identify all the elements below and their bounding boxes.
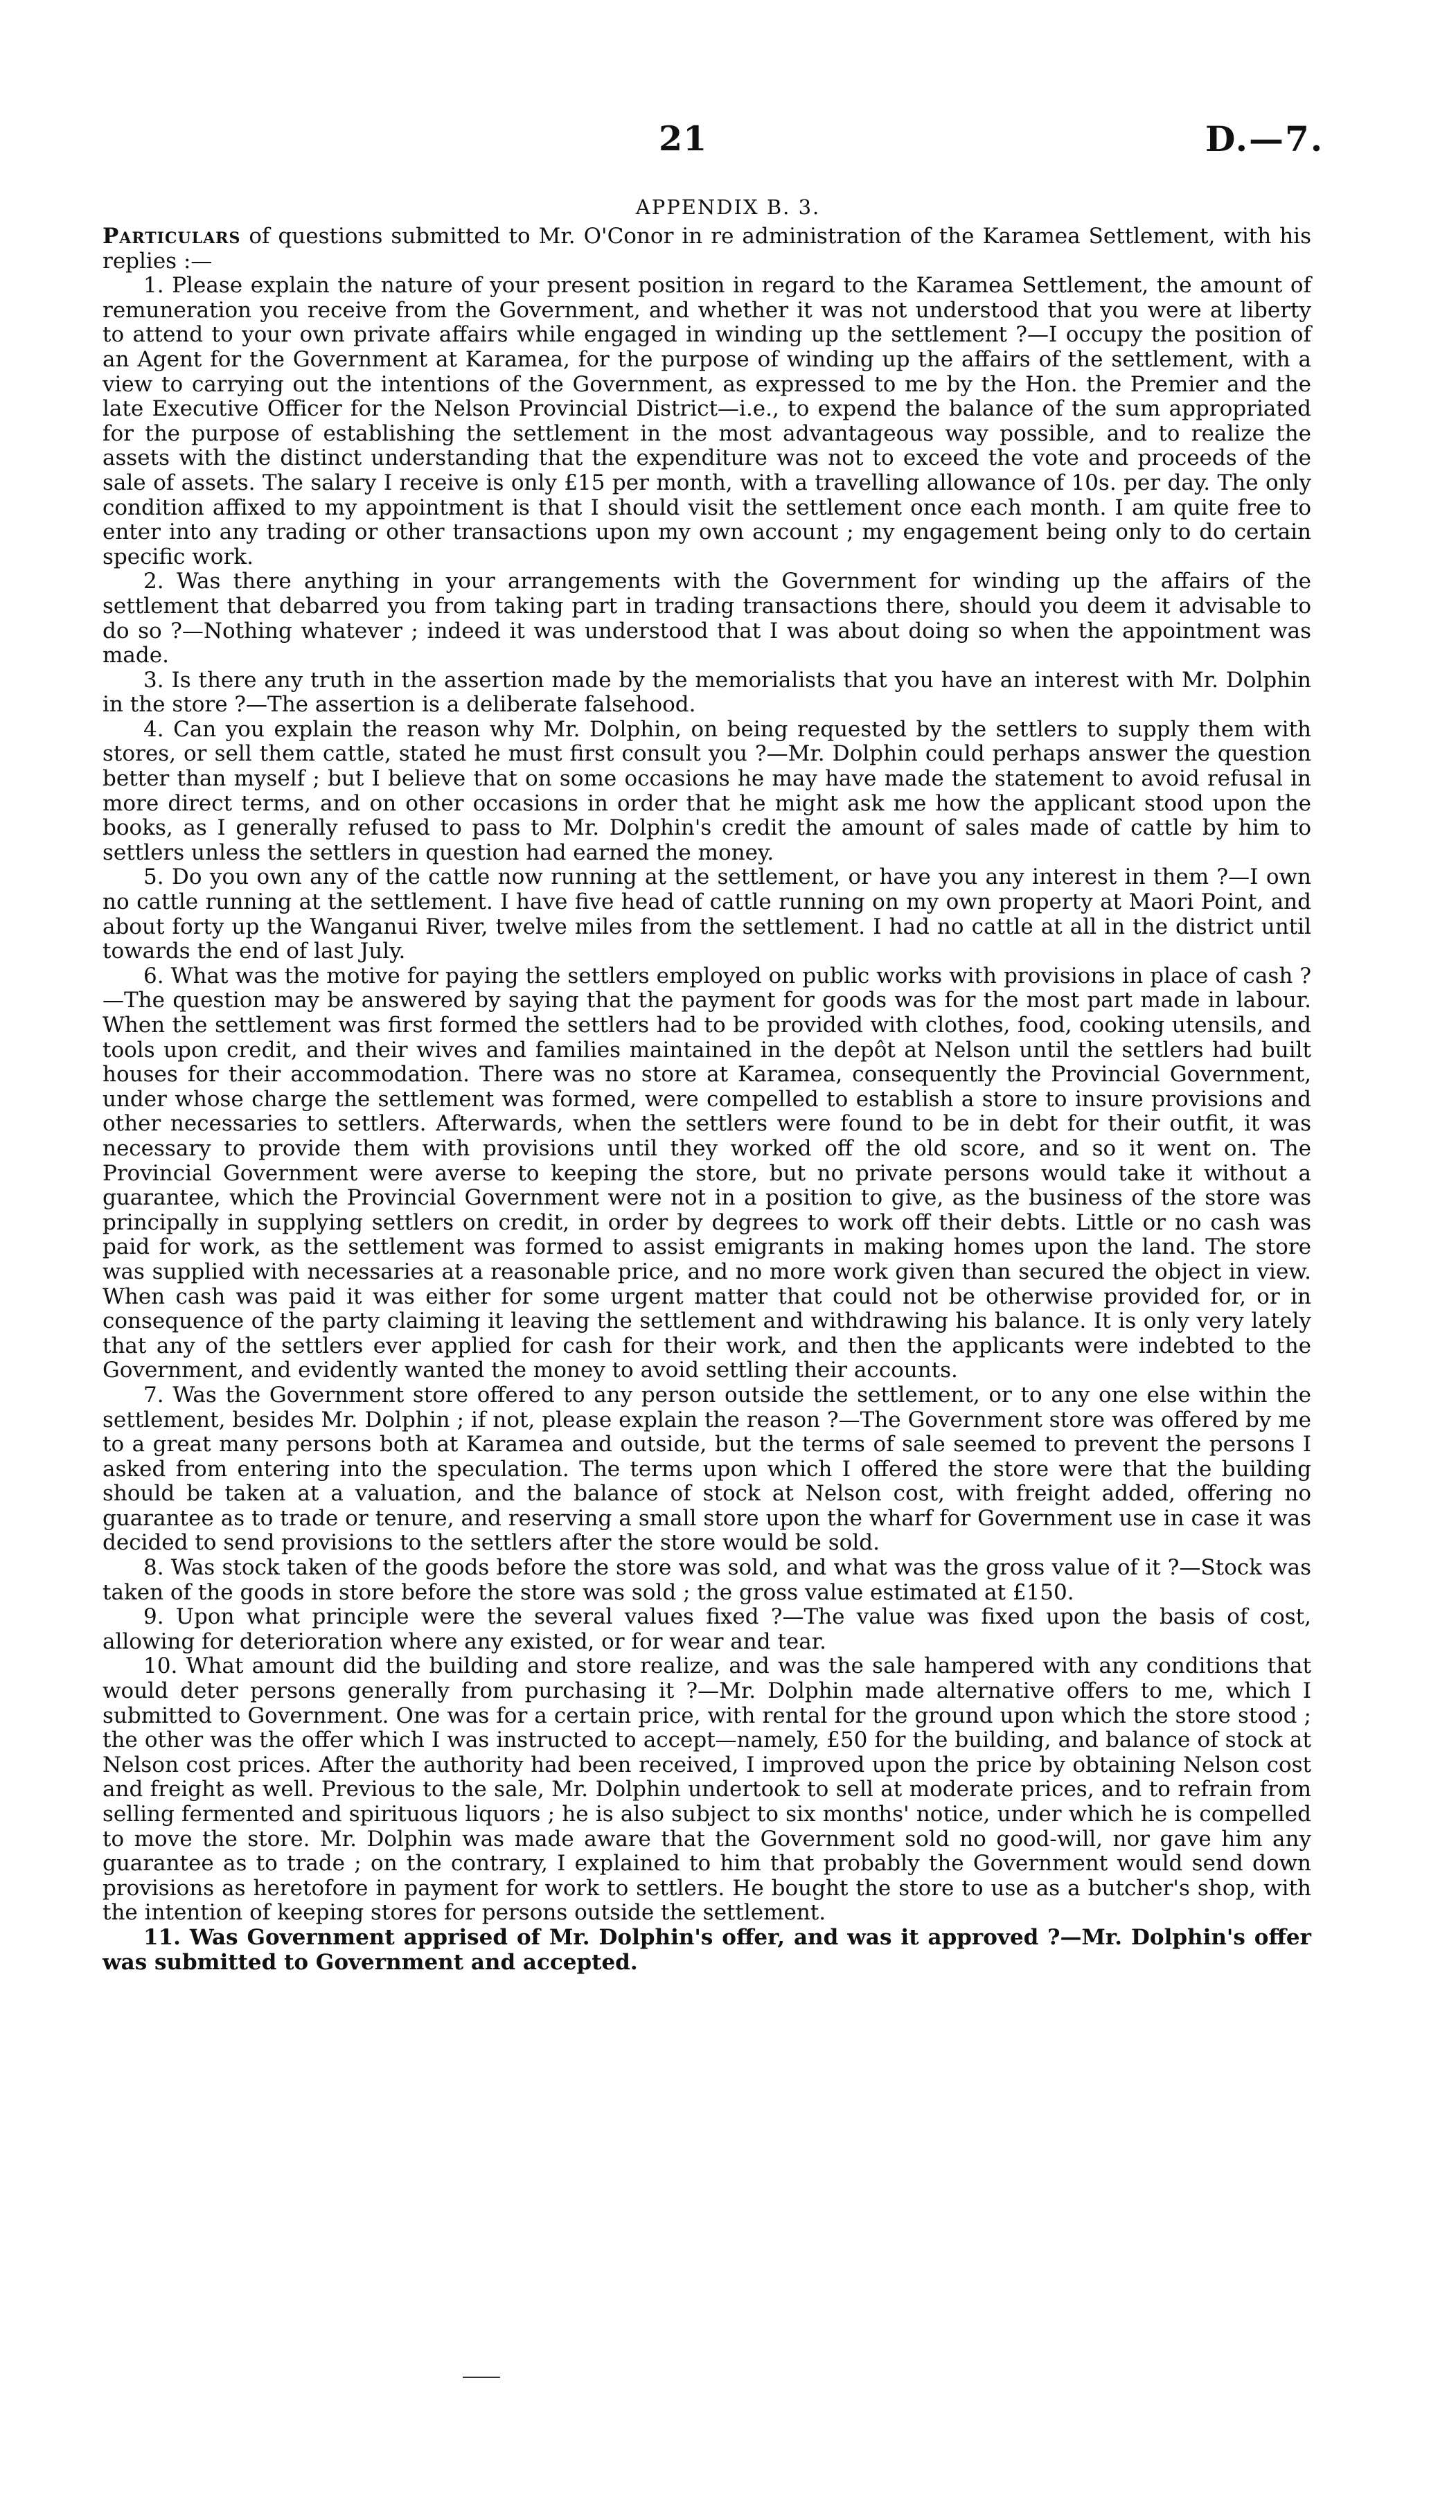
question-paragraph-6: 6. What was the motive for paying the settlers employed on public works with provisions in place of cash ?—The question may be answered by saying that the payment for goods was for the most part made in labour. When the settlement was first formed the settlers had to be provided with clothes, food, cooking utensils, and tools upon credit, and their wives and families maintained in the depôt at Nelson until the settlers had built houses for their accommodation. There was no store at Karamea, consequently the Provincial Government, under whose charge the settlement was formed, were compelled to establish a store to insure provisions and other necessaries to settlers. Afterwards, when the settlers were found to be in debt for their outfit, it was necessary to provide them with provisions until they worked off the old score, and so it went on. The Provincial Government were averse to keeping the store, but no private persons would take it without a guarantee, which the Provincial Government were not in a position to give, as the business of the store was principally in supplying settlers on credit, in order by degrees to work off their debts. Little or no cash was paid for work, as the settlement was formed to assist emigrants in making homes upon the land. The store was supplied with necessaries at a reasonable price, and no more work given than secured the object in view. When cash was paid it was either for some urgent matter that could not be otherwise provided for, or in consequence of the party claiming it leaving the settlement and withdrawing his balance. It is only very lately that any of the settlers ever applied for cash for their work, and then the applicants were indebted to the Government, and evidently wanted the money to avoid settling their accounts. [103, 963, 1311, 1383]
intro-lead-word: Particulars [103, 224, 241, 249]
question-paragraph-2: 2. Was there anything in your arrangements with the Government for winding up the affairs of the settlement that debarred you from taking part in trading transactions there, should you deem it advisable to do so ?—Nothing whatever ; indeed it was understood that I was about doing so when the appointment was made. [103, 569, 1311, 668]
intro-text: of questions submitted to Mr. O'Conor in re administration of the Karamea Settlement, with his replies :— [103, 224, 1311, 274]
document-reference: D.—7. [1205, 118, 1324, 159]
question-paragraph-4: 4. Can you explain the reason why Mr. Dolphin, on being requested by the settlers to supply them with stores, or sell them cattle, stated he must first consult you ?—Mr. Dolphin could perhaps answer the question better than myself ; but I believe that on some occasions he may have made the statement to avoid refusal in more direct terms, and on other occasions in order that he might ask me how the applicant stood upon the books, as I generally refused to pass to Mr. Dolphin's credit the amount of sales made of cattle by him to settlers unless the settlers in question had earned the money. [103, 716, 1311, 865]
question-paragraph-10: 10. What amount did the building and store realize, and was the sale hampered with any conditions that would deter persons generally from purchasing it ?—Mr. Dolphin made alternative offers to me, which I submitted to Government. One was for a certain price, with rental for the ground upon which the store stood ; the other was the offer which I was instructed to accept—namely, £50 for the building, and balance of stock at Nelson cost prices. After the authority had been received, I improved upon the price by obtaining Nelson cost and freight as well. Previous to the sale, Mr. Dolphin undertook to sell at moderate prices, and to refrain from selling fermented and spirituous liquors ; he is also subject to six months' notice, under which he is compelled to move the store. Mr. Dolphin was made aware that the Government sold no good-will, nor gave him any guarantee as to trade ; on the contrary, I explained to him that probably the Government would send down provisions as heretofore in payment for work to settlers. He bought the store to use as a butcher's shop, with the intention of keeping stores for persons outside the settlement. [103, 1653, 1311, 1926]
footer-rule [463, 2377, 500, 2378]
question-paragraph-3: 3. Is there any truth in the assertion made by the memorialists that you have an interest with Mr. Dolphin in the store ?—The assertion is a deliberate falsehood. [103, 667, 1311, 718]
intro-paragraph [103, 224, 1311, 274]
page-number: 21 [659, 118, 708, 159]
document-body [103, 224, 1311, 1975]
appendix-heading: APPENDIX B. 3. [635, 195, 821, 219]
question-paragraph-1: 1. Please explain the nature of your present position in regard to the Karamea Settlement, the amount of remuneration you receive from the Government, and whether it was not understood that you were at liberty to attend to your own private affairs while engaged in winding up the settlement ?—I occupy the position of an Agent for the Government at Karamea, for the purpose of winding up the affairs of the settlement, with a view to carrying out the intentions of the Government, as expressed to me by the Hon. the Premier and the late Executive Officer for the Nelson Provincial District—i.e., to expend the balance of the sum appropriated for the purpose of establishing the settlement in the most advantageous way possible, and to realize the assets with the distinct understanding that the expenditure was not to exceed the vote and proceeds of the sale of assets. The salary I receive is only £15 per month, with a travelling allowance of 10s. per day. The only condition affixed to my appointment is that I should visit the settlement once each month. I am quite free to enter into any trading or other transactions upon my own account ; my engagement being only to do certain specific work. [103, 273, 1311, 569]
question-paragraph-7: 7. Was the Government store offered to any person outside the settlement, or to any one else within the settlement, besides Mr. Dolphin ; if not, please explain the reason ?—The Government store was offered by me to a great many persons both at Karamea and outside, but the terms of sale seemed to prevent the persons I asked from entering into the speculation. The terms upon which I offered the store were that the building should be taken at a valuation, and the balance of stock at Nelson cost, with freight added, offering no guarantee as to trade or tenure, and reserving a small store upon the wharf for Government use in case it was decided to send provisions to the settlers after the store would be sold. [103, 1382, 1311, 1556]
question-paragraph-8: 8. Was stock taken of the goods before the store was sold, and what was the gross value of it ?—Stock was taken of the goods in store before the store was sold ; the gross value estimated at £150. [103, 1555, 1311, 1605]
question-paragraph-9: 9. Upon what principle were the several values fixed ?—The value was fixed upon the basis of cost, allowing for deterioration where any existed, or for wear and tear. [103, 1604, 1311, 1654]
question-paragraph-5: 5. Do you own any of the cattle now running at the settlement, or have you any interest in them ?—I own no cattle running at the settlement. I have five head of cattle running on my own property at Maori Point, and about forty up the Wanganui River, twelve miles from the settlement. I had no cattle at all in the district until towards the end of last July. [103, 864, 1311, 964]
question-paragraph-11: 11. Was Government apprised of Mr. Dolphin's offer, and was it approved ?—Mr. Dolphin's offer was submitted to Government and accepted. [103, 1924, 1311, 1975]
